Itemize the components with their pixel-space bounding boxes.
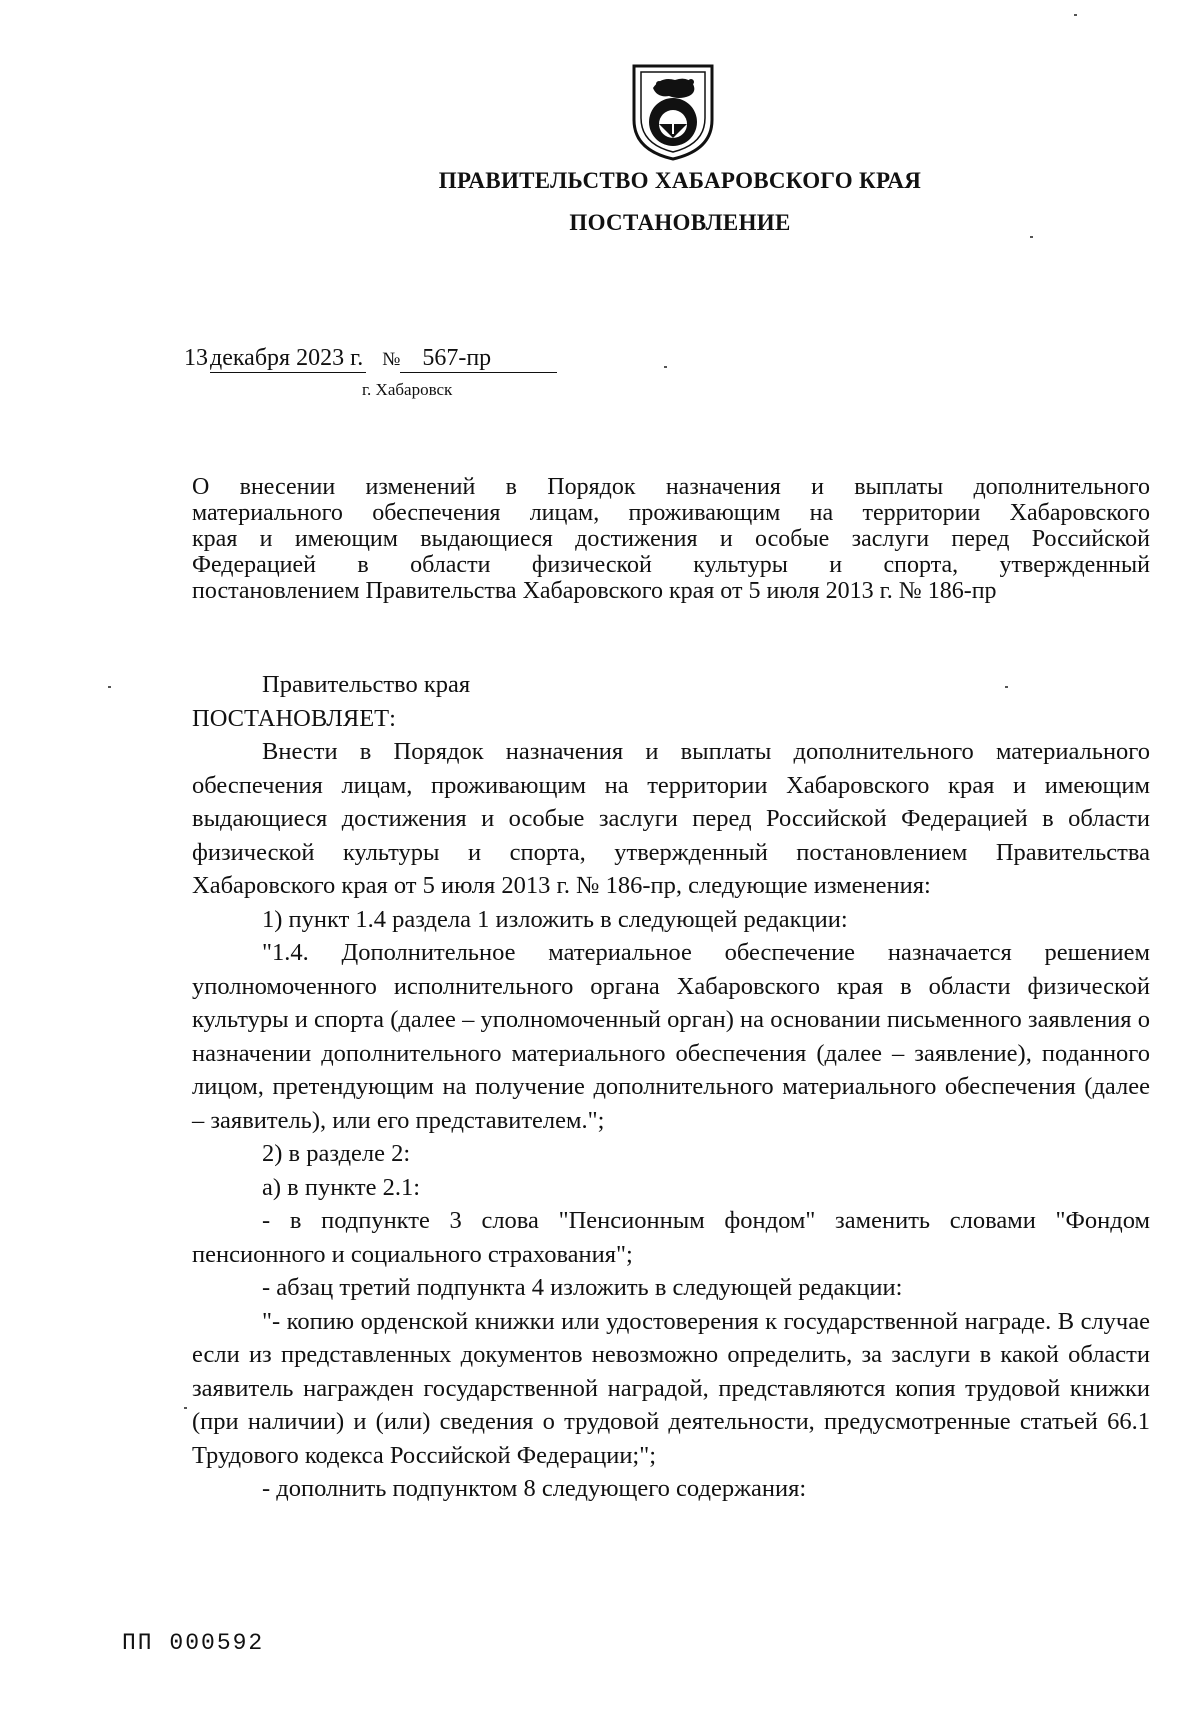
- scan-speck: [1074, 14, 1077, 16]
- coat-of-arms-emblem: [631, 62, 715, 162]
- body-paragraph: - дополнить подпунктом 8 следующего содержания:: [262, 1475, 807, 1502]
- scan-speck: [1030, 236, 1033, 238]
- decree-word: ПОСТАНОВЛЯЕТ:: [192, 704, 396, 732]
- scan-speck: [664, 366, 667, 368]
- body-paragraph: "- копию орденской книжки или удостоверения к государственной награде. В случае если из представленных документов невозможно определить, за заслуги в какой области заявитель награжден государственной наградой, представляются копия трудовой книжки (при наличии) и (или) сведения о трудовой деятельности, предусмотренные статьей 66.1 Трудового кодекса Российской Федерации;";: [192, 1307, 1150, 1469]
- city-label: г. Хабаровск: [362, 380, 453, 399]
- intro-paragraph: Правительство края: [262, 671, 471, 698]
- body-paragraph: Внести в Порядок назначения и выплаты дополнительного материального обеспечения лицам, проживающим на территории Хабаровского края и имеющим выдающиеся достижения и особые заслуги перед Российской Федерацией в области физической культуры и спорта, утвержденный постановлением Правительства Хабаровского края от 5 июля 2013 г. № 186-пр, следующие изменения:: [192, 738, 1150, 899]
- document-subject: [192, 474, 1150, 604]
- subject-line: постановлением Правительства Хабаровского края от 5 июля 2013 г. № 186-пр: [192, 578, 997, 604]
- body-paragraph: 2) в разделе 2:: [262, 1140, 411, 1167]
- government-title: ПРАВИТЕЛЬСТВО ХАБАРОВСКОГО КРАЯ: [438, 168, 922, 193]
- subject-line: О внесении изменений в Порядок назначения и выплаты дополнительного: [192, 474, 1150, 500]
- date-number-row: [184, 345, 557, 373]
- subject-line: материального обеспечения лицам, проживающим на территории Хабаровского: [192, 500, 1150, 526]
- body-paragraph: 1) пункт 1.4 раздела 1 изложить в следующей редакции:: [262, 905, 848, 933]
- scan-speck: [108, 686, 111, 688]
- document-type-title: ПОСТАНОВЛЕНИЕ: [569, 210, 791, 235]
- body-paragraph: "1.4. Дополнительное материальное обеспечение назначается решением уполномоченного исполнительного органа Хабаровского края в области физической культуры и спорта (далее – уполномоченный орган) на основании письменного заявления о назначении дополнительного материального обеспечения (далее – заявление), поданного лицом, претендующим на получение дополнительного материального обеспечения (далее – заявитель), или его представителем.";: [192, 939, 1150, 1134]
- date-month-year: декабря 2023 г.: [210, 345, 366, 373]
- document-number: 567-пр: [400, 345, 557, 373]
- subject-line: Федерацией в области физической культуры и спорта, утвержденный: [192, 552, 1150, 578]
- date-day: 13: [184, 345, 208, 371]
- body-paragraph: - в подпункте 3 слова "Пенсионным фондом" заменить словами "Фондом пенсионного и социального страхования";: [192, 1207, 1150, 1268]
- subject-line: края и имеющим выдающиеся достижения и особые заслуги перед Российской: [192, 526, 1150, 552]
- number-sign: №: [382, 349, 401, 370]
- document-body: [192, 668, 1150, 1506]
- body-paragraph: - абзац третий подпункта 4 изложить в следующей редакции:: [262, 1274, 903, 1301]
- scan-speck: [1005, 686, 1008, 688]
- scan-speck: [184, 1407, 187, 1409]
- footer-code: ПП 000592: [122, 1630, 265, 1656]
- body-paragraph: а) в пункте 2.1:: [262, 1173, 421, 1201]
